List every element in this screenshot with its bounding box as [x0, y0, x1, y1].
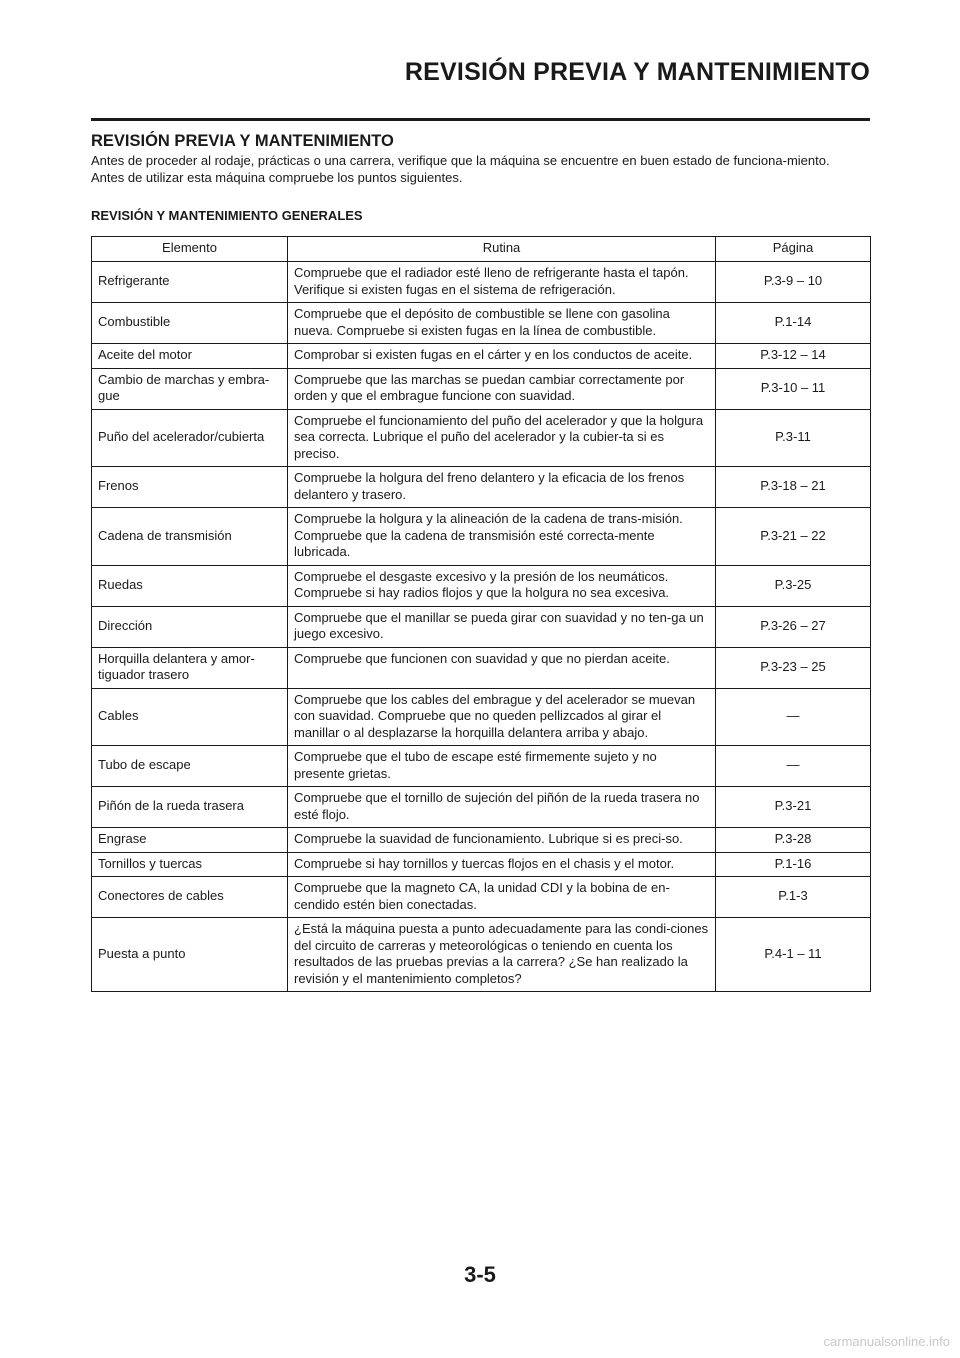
table-row: [92, 467, 871, 508]
routine-cell: ¿Está la máquina puesta a punto adecuadamente para las condi-ciones del circuito de carreras y meteorológicas o teniendo en cuenta los resultados de las pruebas previas a la carrera? ¿Se han realizado la revisión y el mantenimiento completos?: [288, 918, 716, 992]
table-row: [92, 409, 871, 467]
page-ref-cell: P.3-11: [716, 409, 871, 467]
item-cell: Aceite del motor: [92, 344, 288, 369]
page-ref-cell: P.4-1 – 11: [716, 918, 871, 992]
page-ref-cell: —: [716, 746, 871, 787]
page-ref-cell: P.1-14: [716, 303, 871, 344]
routine-cell: Compruebe que el tornillo de sujeción del piñón de la rueda trasera no esté flojo.: [288, 787, 716, 828]
routine-cell: Comprobar si existen fugas en el cárter y en los conductos de aceite.: [288, 344, 716, 369]
routine-cell: Compruebe la holgura del freno delantero y la eficacia de los frenos delantero y trasero.: [288, 467, 716, 508]
item-cell: Ruedas: [92, 565, 288, 606]
routine-cell: Compruebe que la magneto CA, la unidad CDI y la bobina de en-cendido estén bien conectadas.: [288, 877, 716, 918]
table-row: [92, 688, 871, 746]
item-cell: Cables: [92, 688, 288, 746]
table-row: [92, 828, 871, 853]
page-ref-cell: P.3-9 – 10: [716, 262, 871, 303]
column-header-page: Página: [716, 237, 871, 262]
routine-cell: Compruebe que el tubo de escape esté firmemente sujeto y no presente grietas.: [288, 746, 716, 787]
page-ref-cell: P.3-21 – 22: [716, 508, 871, 566]
routine-cell: Compruebe que el radiador esté lleno de refrigerante hasta el tapón. Verifique si existen fugas en el sistema de refrigeración.: [288, 262, 716, 303]
table-subheading: REVISIÓN Y MANTENIMIENTO GENERALES: [91, 208, 363, 223]
page-ref-cell: P.3-26 – 27: [716, 606, 871, 647]
table-row: [92, 368, 871, 409]
routine-cell: Compruebe que los cables del embrague y del acelerador se muevan con suavidad. Compruebe que no queden pellizcados al girar el manillar o al desplazarse la horquilla delantera arriba y abajo.: [288, 688, 716, 746]
item-cell: Horquilla delantera y amor-tiguador trasero: [92, 647, 288, 688]
page-ref-cell: P.3-28: [716, 828, 871, 853]
intro-paragraph-2: Antes de utilizar esta máquina compruebe los puntos siguientes.: [91, 170, 463, 185]
table-row: [92, 877, 871, 918]
item-cell: Tornillos y tuercas: [92, 852, 288, 877]
header-divider: [91, 118, 870, 121]
table-row: [92, 262, 871, 303]
routine-cell: Compruebe el funcionamiento del puño del acelerador y que la holgura sea correcta. Lubrique el puño del acelerador y la cubier-ta si es preciso.: [288, 409, 716, 467]
routine-cell: Compruebe que el depósito de combustible se llene con gasolina nueva. Compruebe si existen fugas en la línea de combustible.: [288, 303, 716, 344]
routine-cell: Compruebe la holgura y la alineación de la cadena de trans-misión. Compruebe que la cadena de transmisión esté correcta-mente lubricada.: [288, 508, 716, 566]
table-row: [92, 606, 871, 647]
item-cell: Cambio de marchas y embra-gue: [92, 368, 288, 409]
table-row: [92, 918, 871, 992]
item-cell: Engrase: [92, 828, 288, 853]
table-row: [92, 787, 871, 828]
page-ref-cell: P.1-3: [716, 877, 871, 918]
table-row: [92, 344, 871, 369]
table-row: [92, 303, 871, 344]
routine-cell: Compruebe si hay tornillos y tuercas flojos en el chasis y el motor.: [288, 852, 716, 877]
column-header-item: Elemento: [92, 237, 288, 262]
maintenance-table: [91, 236, 871, 992]
section-title: REVISIÓN PREVIA Y MANTENIMIENTO: [91, 132, 394, 150]
item-cell: Conectores de cables: [92, 877, 288, 918]
table-row: [92, 852, 871, 877]
item-cell: Puño del acelerador/cubierta: [92, 409, 288, 467]
intro-text: [91, 152, 870, 186]
intro-paragraph-1: Antes de proceder al rodaje, prácticas o una carrera, verifique que la máquina se encuentre en buen estado de funciona-miento.: [91, 153, 830, 168]
page-ref-cell: —: [716, 688, 871, 746]
table-row: [92, 647, 871, 688]
item-cell: Dirección: [92, 606, 288, 647]
item-cell: Refrigerante: [92, 262, 288, 303]
routine-cell: Compruebe que las marchas se puedan cambiar correctamente por orden y que el embrague funcione con suavidad.: [288, 368, 716, 409]
item-cell: Frenos: [92, 467, 288, 508]
page-header-title: REVISIÓN PREVIA Y MANTENIMIENTO: [404, 58, 870, 86]
watermark: carmanualsonline.info: [823, 1334, 950, 1349]
routine-cell: Compruebe la suavidad de funcionamiento. Lubrique si es preci-so.: [288, 828, 716, 853]
page-ref-cell: P.3-10 – 11: [716, 368, 871, 409]
table-row: [92, 565, 871, 606]
routine-cell: Compruebe el desgaste excesivo y la presión de los neumáticos. Compruebe si hay radios flojos y que la holgura no sea excesiva.: [288, 565, 716, 606]
table-row: [92, 746, 871, 787]
item-cell: Tubo de escape: [92, 746, 288, 787]
item-cell: Piñón de la rueda trasera: [92, 787, 288, 828]
routine-cell: Compruebe que funcionen con suavidad y que no pierdan aceite.: [288, 647, 716, 688]
page-ref-cell: P.3-25: [716, 565, 871, 606]
page-ref-cell: P.3-12 – 14: [716, 344, 871, 369]
table-header-row: [92, 237, 871, 262]
item-cell: Cadena de transmisión: [92, 508, 288, 566]
page-number: 3-5: [464, 1262, 496, 1287]
column-header-routine: Rutina: [288, 237, 716, 262]
page-ref-cell: P.3-21: [716, 787, 871, 828]
routine-cell: Compruebe que el manillar se pueda girar con suavidad y no ten-ga un juego excesivo.: [288, 606, 716, 647]
page-ref-cell: P.1-16: [716, 852, 871, 877]
item-cell: Combustible: [92, 303, 288, 344]
page-ref-cell: P.3-23 – 25: [716, 647, 871, 688]
page-ref-cell: P.3-18 – 21: [716, 467, 871, 508]
table-row: [92, 508, 871, 566]
item-cell: Puesta a punto: [92, 918, 288, 992]
